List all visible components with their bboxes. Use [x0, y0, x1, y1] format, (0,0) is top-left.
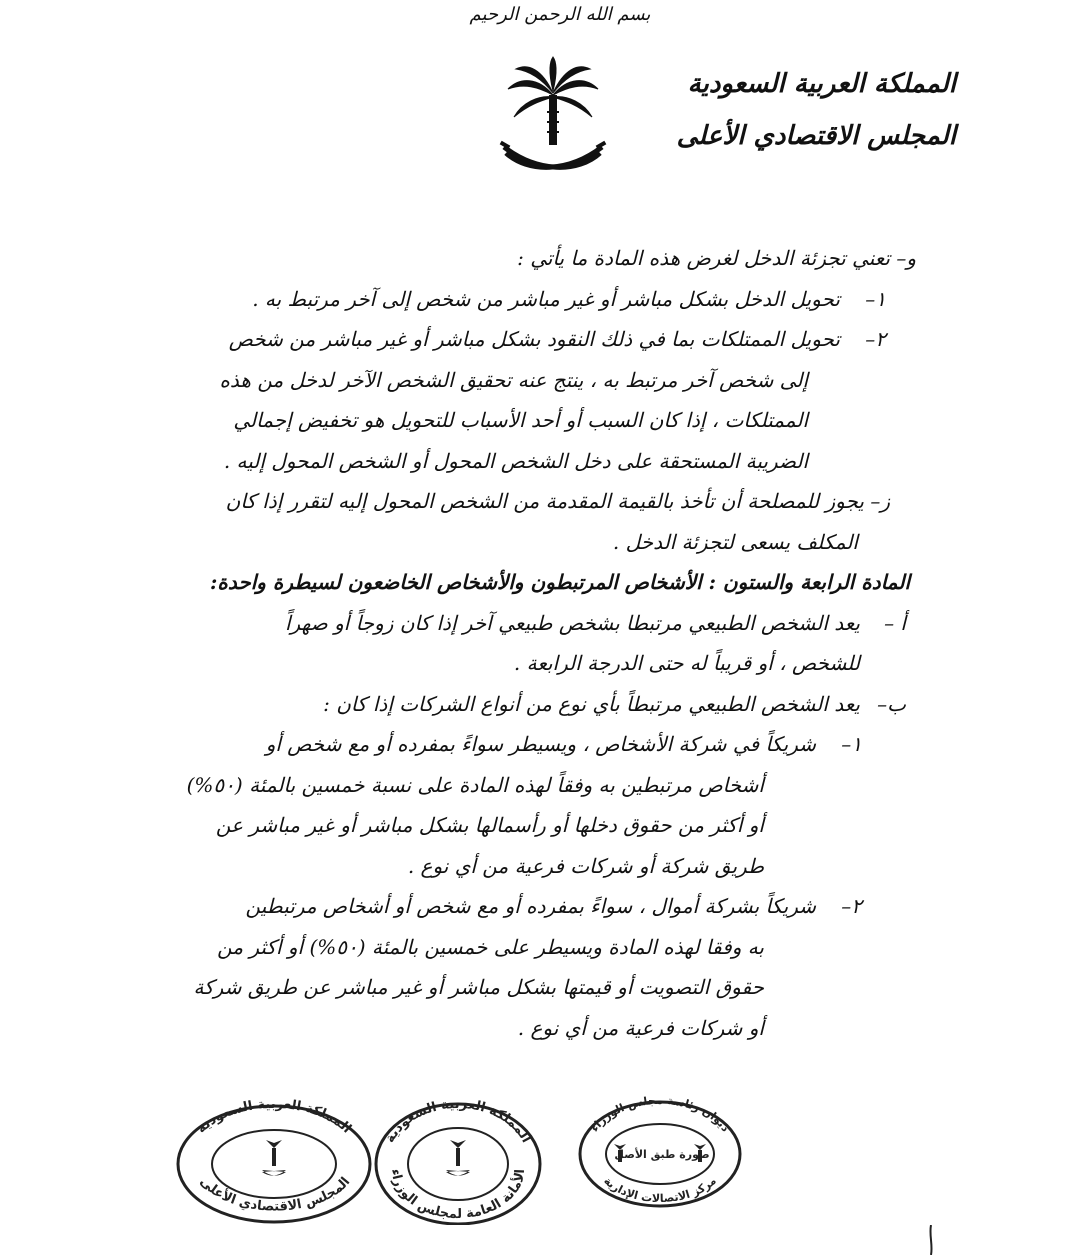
text-line [180, 643, 916, 684]
text-line [180, 522, 916, 563]
text-line [180, 603, 916, 644]
council-title: المجلس الاقتصادي الأعلى [676, 121, 956, 151]
kingdom-title: المملكة العربية السعودية [687, 69, 956, 99]
line-text: تحويل الممتلكات بما في ذلك النقود بشكل مباشر أو غير مباشر من شخص [228, 327, 840, 351]
stamp-right-bottom: مركز الاتصالات الإدارية [601, 1174, 719, 1206]
text-line [180, 562, 916, 603]
text-line [180, 360, 916, 401]
line-text: إلى شخص آخر مرتبط به ، ينتج عنه تحقيق الشخص الآخر لدخل من هذه [219, 367, 808, 392]
text-line [180, 400, 916, 441]
seal-stamps [170, 1090, 750, 1225]
svg-text:مركز الاتصالات الإدارية [601, 1174, 719, 1205]
page-edge-mark [928, 1225, 934, 1255]
text-line [180, 765, 916, 806]
svg-text:المملكة العربية السعودية [383, 1097, 534, 1146]
text-line [180, 886, 916, 927]
text-line [180, 319, 916, 360]
text-line [180, 846, 916, 887]
text-line [180, 967, 916, 1008]
stamp-left-top: المملكة العربية السعودية [194, 1096, 354, 1137]
line-text: شريكاً بشركة أموال ، سواءً بمفرده أو مع شخص أو أشخاص مرتبطين [245, 894, 816, 918]
stamp-left-bottom: المجلس الاقتصادي الأعلى [196, 1174, 354, 1215]
line-text: شريكاً في شركة الأشخاص ، ويسيطر سواءً بمفرده أو مع شخص أو [265, 732, 816, 756]
list-marker: ١– [865, 286, 886, 311]
text-line [180, 481, 916, 522]
list-marker: ١– [841, 732, 862, 756]
line-text: طريق شركة أو شركات فرعية من أي نوع . [407, 853, 764, 878]
text-line [180, 724, 916, 765]
stamp-right-top: ديوان رئاسة مجلس الوزراء [587, 1093, 733, 1135]
stamp-middle-top: المملكة العربية السعودية [382, 1096, 534, 1146]
line-text: الممتلكات ، إذا كان السبب أو أحد الأسباب للتحويل هو تخفيض إجمالي [233, 408, 808, 432]
bismillah: بسم الله الرحمن الرحيم [469, 4, 651, 25]
line-text: أو أكثر من حقوق دخلها أو رأسمالها بشكل مباشر أو غير مباشر عن [215, 813, 764, 837]
list-marker: ٢– [841, 894, 862, 918]
text-line [180, 441, 916, 482]
line-text: ز– يجوز للمصلحة أن تأخذ بالقيمة المقدمة من الشخص المحول إليه لتقرر إذا كان [225, 489, 890, 513]
list-marker: ب– [877, 691, 906, 716]
stamp-right-center: صورة طبق الأصل [614, 1148, 710, 1161]
line-text: المكلف يسعى لتجزئة الدخل . [612, 529, 858, 554]
line-text: المادة الرابعة والستون : الأشخاص المرتبطون والأشخاص الخاضعون لسيطرة واحدة: [210, 570, 910, 594]
text-line [180, 684, 916, 725]
line-text: و– تعني تجزئة الدخل لغرض هذه المادة ما يأتي : [517, 246, 916, 270]
line-text: أو شركات فرعية من أي نوع . [517, 1015, 764, 1040]
text-line [180, 238, 916, 279]
line-text: به وفقا لهذه المادة ويسيطر على خمسين بالمئة (٥٠%) أو أكثر من [217, 934, 764, 959]
line-text: تحويل الدخل بشكل مباشر أو غير مباشر من شخص إلى آخر مرتبط به . [252, 286, 840, 311]
line-text: يعد الشخص الطبيعي مرتبطا بشخص طبيعي آخر إذا كان زوجاً أو صهراً [284, 610, 860, 635]
text-line [180, 927, 916, 968]
svg-text:ديوان رئاسة مجلس الوزراء [588, 1094, 732, 1135]
text-line [180, 805, 916, 846]
stamp-middle-bottom: الأمانة العامة لمجلس الوزراء [387, 1168, 529, 1223]
letterhead [677, 58, 956, 162]
document-body [180, 238, 916, 1048]
saudi-emblem-icon [498, 55, 608, 180]
line-text: أشخاص مرتبطين به وفقاً لهذه المادة على نسبة خمسين بالمئة (٥٠%) [186, 772, 764, 797]
svg-text:الأمانة العامة لمجلس الوزراء [388, 1168, 528, 1222]
text-line [180, 279, 916, 320]
list-marker: ٢– [865, 327, 886, 351]
line-text: للشخص ، أو قريباً له حتى الدرجة الرابعة . [513, 651, 860, 675]
line-text: الضريبة المستحقة على دخل الشخص المحول أو الشخص المحول إليه . [223, 448, 808, 473]
line-text: حقوق التصويت أو قيمتها بشكل مباشر أو غير مباشر عن طريق شركة [193, 975, 764, 999]
list-marker: أ – [884, 610, 906, 635]
text-line [180, 1008, 916, 1049]
line-text: يعد الشخص الطبيعي مرتبطاً بأي نوع من أنواع الشركات إذا كان : [323, 691, 860, 716]
